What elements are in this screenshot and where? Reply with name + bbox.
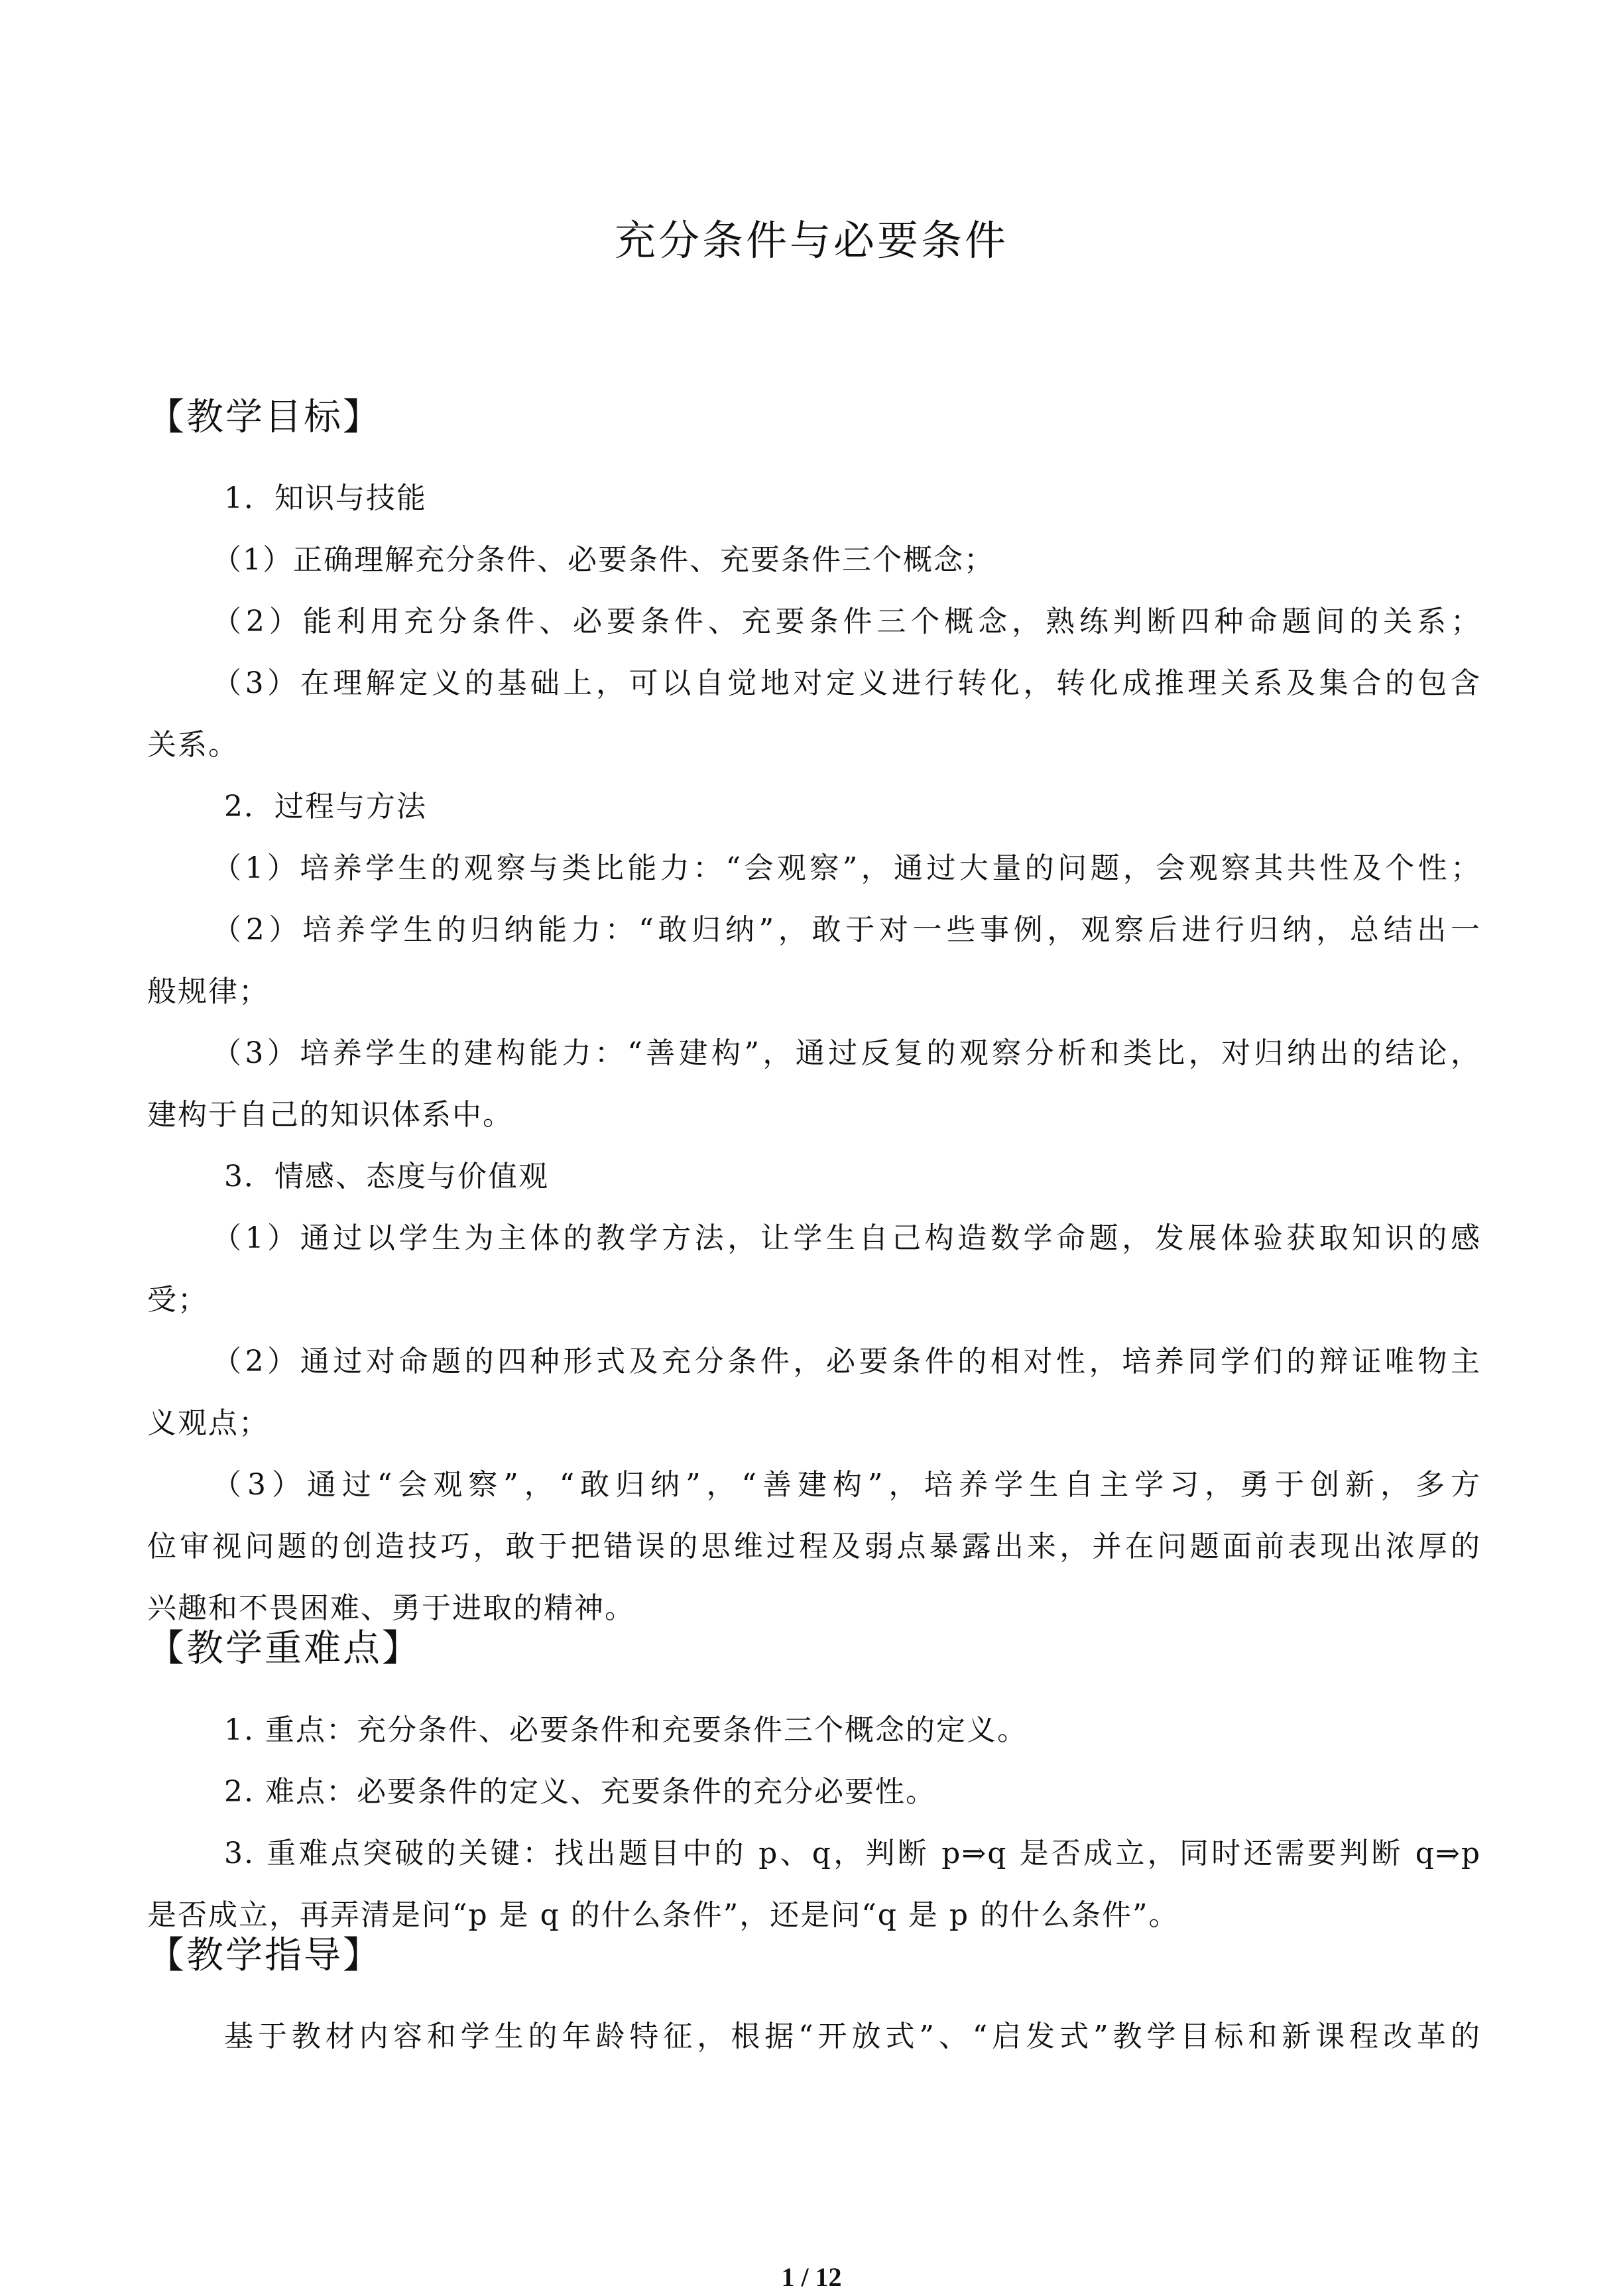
paragraph-line: 3．情感、态度与价值观 — [224, 1160, 549, 1193]
paragraph-line: 1. 重点：充分条件、必要条件和充要条件三个概念的定义。 — [224, 1713, 1028, 1747]
paragraph-line: （1）正确理解充分条件、必要条件、充要条件三个概念； — [212, 543, 994, 577]
paragraph-line: 关系。 — [147, 728, 239, 762]
page-number: 1 / 12 — [781, 2262, 842, 2292]
paragraph-line: 1．知识与技能 — [224, 481, 427, 515]
paragraph-line: 3. 重难点突破的关键：找出题目中的 p、q，判断 p⇒q 是否成立，同时还需要判断 q⇒p — [224, 1837, 1481, 1870]
paragraph-line: 建构于自己的知识体系中。 — [147, 1098, 513, 1132]
paragraph-line: （1）培养学生的观察与类比能力：“会观察”，通过大量的问题，会观察其共性及个性； — [212, 851, 1481, 885]
paragraph-line: （3）在理解定义的基础上，可以自觉地对定义进行转化，转化成推理关系及集合的包含 — [212, 666, 1481, 700]
paragraph-line: （1）通过以学生为主体的教学方法，让学生自己构造数学命题，发展体验获取知识的感 — [212, 1221, 1481, 1255]
paragraph-line: 位审视问题的创造技巧，敢于把错误的思维过程及弱点暴露出来，并在问题面前表现出浓厚的 — [147, 1530, 1481, 1563]
paragraph-line: （2）培养学生的归纳能力：“敢归纳”，敢于对一些事例，观察后进行归纳，总结出一 — [212, 913, 1481, 947]
section-heading-key-points: 【教学重难点】 — [147, 1627, 421, 1670]
paragraph-line: （3）培养学生的建构能力：“善建构”，通过反复的观察分析和类比，对归纳出的结论， — [212, 1036, 1481, 1070]
paragraph-line: 般规律； — [147, 975, 269, 1008]
paragraph-line: 受； — [147, 1283, 208, 1317]
document-title: 充分条件与必要条件 — [614, 216, 1008, 265]
paragraph-line: （3）通过“会观察”，“敢归纳”，“善建构”，培养学生自主学习，勇于创新，多方 — [212, 1468, 1481, 1502]
paragraph-line: 是否成立，再弄清是问“p 是 q 的什么条件”，还是问“q 是 p 的什么条件”。 — [147, 1898, 1179, 1932]
paragraph-line: 基于教材内容和学生的年龄特征，根据“开放式”、“启发式”教学目标和新课程改革的 — [224, 2020, 1481, 2053]
paragraph-line: 2. 难点：必要条件的定义、充要条件的充分必要性。 — [224, 1775, 936, 1809]
section-heading-guidance: 【教学指导】 — [147, 1934, 382, 1977]
paragraph-line: 兴趣和不畏困难、勇于进取的精神。 — [147, 1591, 635, 1625]
section-heading-objectives: 【教学目标】 — [147, 396, 382, 439]
paragraph-line: （2）能利用充分条件、必要条件、充要条件三个概念，熟练判断四种命题间的关系； — [212, 605, 1481, 638]
paragraph-line: 义观点； — [147, 1406, 269, 1440]
paragraph-line: （2）通过对命题的四种形式及充分条件，必要条件的相对性，培养同学们的辩证唯物主 — [212, 1345, 1481, 1378]
paragraph-line: 2．过程与方法 — [224, 790, 427, 823]
